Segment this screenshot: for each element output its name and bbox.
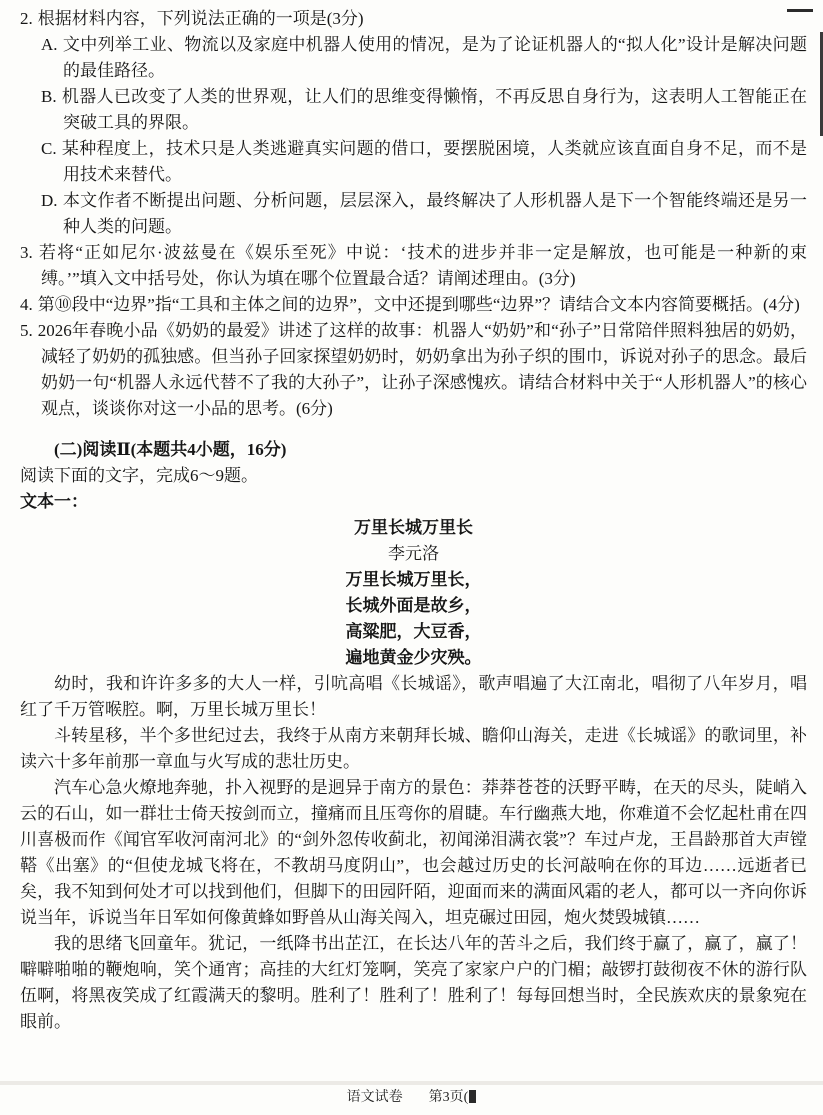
section-2-instruction: 阅读下面的文字，完成6～9题。 xyxy=(20,466,258,485)
question-2-option-d xyxy=(20,188,807,240)
option-d-text: 本文作者不断提出问题、分析问题，层层深入，最终解决了人形机器人是下一个智能终端还是另一种人类的问题。 xyxy=(62,191,807,236)
option-a-label: A. xyxy=(41,35,58,54)
question-2-option-c xyxy=(20,136,807,188)
passage-title: 万里长城万里长 xyxy=(354,518,473,537)
question-4 xyxy=(20,292,807,318)
poem-line: 万里长城万里长， xyxy=(345,570,482,589)
option-a-text: 文中列举工业、物流以及家庭中机器人使用的情况，是为了论证机器人的“拟人化”设计是解决问题的最佳路径。 xyxy=(62,35,807,80)
passage-paragraph: 斗转星移，半个多世纪过去，我终于从南方来朝拜长城、瞻仰山海关，走进《长城谣》的歌词里，补读六十多年前那一章血与火写成的悲壮历史。 xyxy=(20,726,807,771)
option-d-label: D. xyxy=(41,191,58,210)
question-3 xyxy=(20,240,807,292)
poem-line: 高粱肥，大豆香， xyxy=(345,622,482,641)
footer-paper-name: 语文试卷 xyxy=(346,1090,403,1105)
option-b-text: 机器人已改变了人类的世界观，让人们的思维变得懒惰，不再反思自身行为，这表明人工智能正在突破工具的界限。 xyxy=(61,87,807,132)
poem-line: 遍地黄金少灾殃。 xyxy=(345,648,482,667)
passage-paragraph: 汽车心急火燎地奔驰，扑入视野的是迥异于南方的景色：莽莽苍苍的沃野平畴，在天的尽头，陡峭入云的石山，如一群壮士倚天按剑而立，撞痛而且压弯你的眉睫。车行幽燕大地，你难道不会忆起杜甫在四川喜极而作《闻官军收河南河北》的“剑外忽传收蓟北，初闻涕泪满衣裳”？车过卢龙，王昌龄那首大声镗鞳《出塞》的“但使龙城飞将在，不教胡马度阴山”，也会越过历史的长河敲响在你的耳边……远逝者已矣，我不知到何处才可以找到他们，但脚下的田园阡陌，迎面而来的满面风霜的老人，都可以一齐向你诉说当年，诉说当年日军如何像黄蜂如野兽从山海关闯入，坦克碾过田园，炮火焚毁城镇…… xyxy=(20,778,807,927)
passage-author: 李元洛 xyxy=(388,544,439,563)
question-5-stem: 2026年春晚小品《奶奶的最爱》讲述了这样的故事：机器人“奶奶”和“孙子”日常陪伴照料独居的奶奶，减轻了奶奶的孤独感。但当孙子回家探望奶奶时，奶奶拿出为孙子织的围巾，诉说对孙子的思念。最后奶奶一句“机器人永远代替不了我的大孙子”，让孙子深感愧疚。请结合材料中关于“人形机器人”的核心观点，谈谈你对这一小品的思考。(6分) xyxy=(37,321,807,418)
footer-page-number: 第3页( xyxy=(428,1090,469,1105)
page-footer xyxy=(0,1089,823,1107)
question-5-number: 5. xyxy=(20,321,33,340)
question-3-number: 3. xyxy=(20,243,33,262)
question-5 xyxy=(20,318,807,422)
passage-paragraph: 幼时，我和许许多多的大人一样，引吭高唱《长城谣》，歌声唱遍了大江南北，唱彻了八年岁月，唱红了千万管喉腔。啊，万里长城万里长！ xyxy=(20,674,807,719)
question-2-option-a xyxy=(20,32,807,84)
option-c-label: C. xyxy=(41,139,57,158)
option-b-label: B. xyxy=(41,87,57,106)
question-4-number: 4. xyxy=(20,295,33,314)
section-gap xyxy=(20,422,807,437)
scan-artifact-top-dash xyxy=(787,9,813,12)
question-4-stem: 第⑩段中“边界”指“工具和主体之间的边界”，文中还提到哪些“边界”？请结合文本内容简要概括。(4分) xyxy=(37,295,800,314)
question-2-option-b xyxy=(20,84,807,136)
poem-line: 长城外面是故乡， xyxy=(345,596,482,615)
question-2 xyxy=(20,6,807,32)
question-2-number: 2. xyxy=(20,9,33,28)
text-one-label: 文本一： xyxy=(20,492,88,511)
section-2-heading: (二)阅读Ⅱ(本题共4小题，16分) xyxy=(54,440,287,459)
question-3-stem: 若将“正如尼尔·波兹曼在《娱乐至死》中说：‘技术的进步并非一定是解放，也可能是一种新的束缚。’”填入文中括号处，你认为填在哪个位置最合适？请阐述理由。(3分) xyxy=(37,243,807,288)
option-c-text: 某种程度上，技术只是人类逃避真实问题的借口，要摆脱困境，人类就应该直面自身不足，而不是用技术来替代。 xyxy=(61,139,807,184)
scan-artifact-bottom-shadow xyxy=(0,1081,823,1085)
passage-paragraph: 我的思绪飞回童年。犹记，一纸降书出芷江，在长达八年的苦斗之后，我们终于赢了，赢了，赢了！噼噼啪啪的鞭炮响，笑个通宵；高挂的大红灯笼啊，笑亮了家家户户的门楣；敲锣打鼓彻夜不休的游行队伍啊，将黑夜笑成了红霞满天的黎明。胜利了！胜利了！胜利了！每每回想当时，全民族欢庆的景象宛在眼前。 xyxy=(20,934,807,1031)
question-2-stem: 根据材料内容，下列说法正确的一项是(3分) xyxy=(37,9,364,28)
footer-cutoff-glyph xyxy=(469,1090,476,1103)
